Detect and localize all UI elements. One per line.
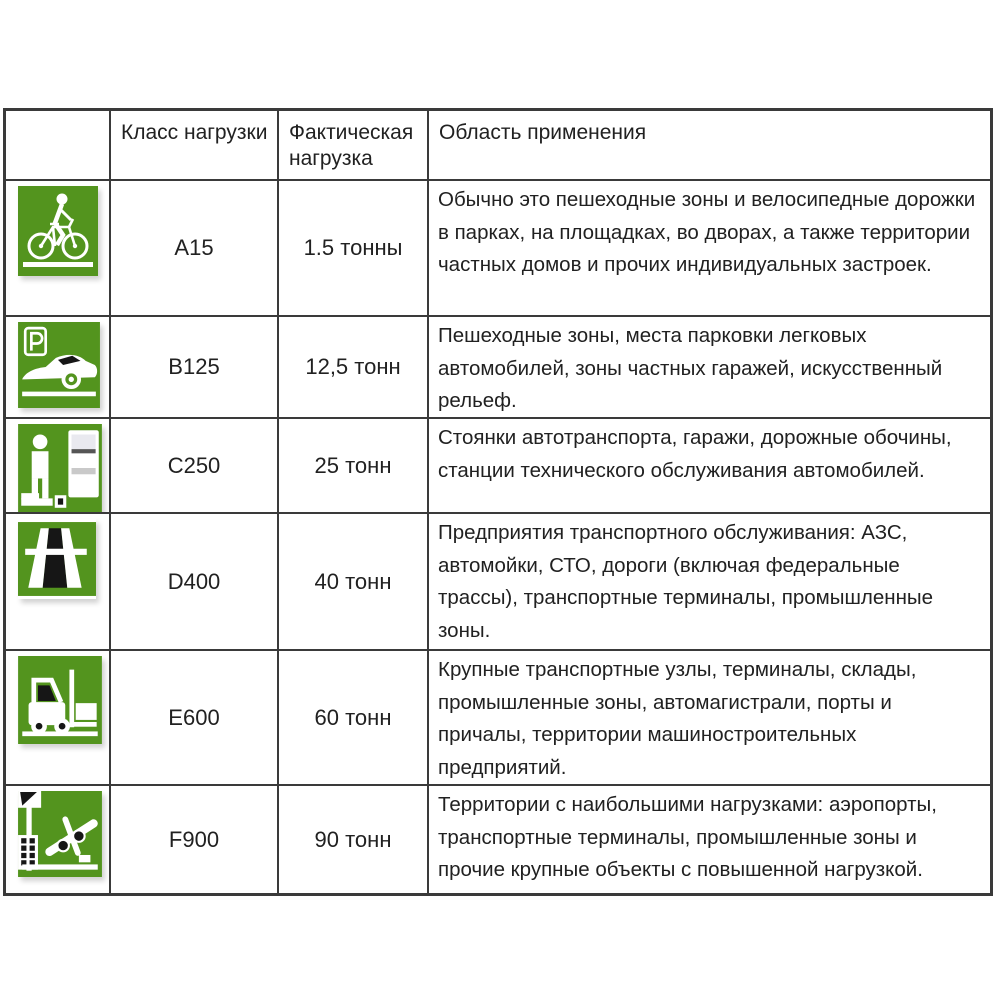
header-actual-load	[279, 111, 429, 179]
application-text: Территории с наибольшими нагрузками: аэропорты, транспортные терминалы, промышленные зоны и прочие крупные объекты с повышенной нагрузкой.	[438, 793, 937, 881]
parking-car-sign-icon	[18, 322, 100, 408]
actual-load-value: 1.5 тонны	[303, 235, 403, 260]
actual-load-value: 90 тонн	[314, 826, 392, 852]
application-cell	[429, 514, 990, 649]
table-row-d400	[6, 514, 990, 651]
header-icon-cell	[6, 111, 111, 179]
load-class-value: E600	[168, 704, 220, 730]
actual-load-value: 12,5 тонн	[305, 354, 401, 379]
load-class-value: C250	[167, 452, 221, 478]
actual-load-cell	[279, 317, 429, 417]
load-class-cell	[111, 181, 279, 315]
table-header-row	[6, 111, 990, 181]
actual-load-cell	[279, 514, 429, 649]
load-class-cell	[111, 514, 279, 649]
application-text: Обычно это пешеходные зоны и велосипедные дорожки в парках, на площадках, во дворах, а также территории частных домов и прочих индивидуальных застроек.	[438, 188, 976, 276]
actual-load-cell	[279, 786, 429, 893]
table-row-f900	[6, 786, 990, 893]
forklift-sign-icon	[18, 656, 102, 744]
load-class-value: A15	[174, 235, 214, 260]
icon-cell	[6, 317, 111, 417]
load-class-cell	[111, 786, 279, 893]
icon-cell	[6, 181, 111, 315]
load-class-cell	[111, 317, 279, 417]
application-cell	[429, 317, 990, 417]
header-load-class-label: Класс нагрузки	[121, 121, 268, 144]
airport-sign-icon	[18, 791, 102, 877]
table-row-b125	[6, 317, 990, 419]
application-cell	[429, 651, 990, 784]
load-class-table	[3, 108, 993, 896]
header-actual-load-label: Фактическая нагрузка	[289, 121, 414, 170]
icon-cell	[6, 651, 111, 784]
application-text: Крупные транспортные узлы, терминалы, склады, промышленные зоны, автомагистрали, порты и причалы, территории машиностроительных предприятий.	[438, 658, 917, 779]
pedestrian-truck-sign-icon	[18, 424, 102, 512]
table-row-a15	[6, 181, 990, 317]
load-class-value: B125	[168, 354, 220, 379]
icon-cell	[6, 419, 111, 512]
bicycle-sign-icon	[18, 186, 98, 276]
actual-load-value: 60 тонн	[314, 704, 392, 730]
application-text: Стоянки автотранспорта, гаражи, дорожные обочины, станции технического обслуживания автомобилей.	[438, 426, 952, 482]
load-class-cell	[111, 419, 279, 512]
actual-load-cell	[279, 181, 429, 315]
actual-load-value: 25 тонн	[314, 452, 392, 478]
header-load-class	[111, 111, 279, 179]
header-application	[429, 111, 990, 179]
load-class-value: D400	[167, 568, 221, 594]
table-row-e600	[6, 651, 990, 786]
icon-cell	[6, 786, 111, 893]
load-class-value: F900	[168, 826, 220, 852]
motorway-sign-icon	[18, 519, 96, 599]
table-row-c250	[6, 419, 990, 514]
actual-load-value: 40 тонн	[314, 568, 392, 594]
application-text: Предприятия транспортного обслуживания: АЗС, автомойки, СТО, дороги (включая федеральные трассы), транспортные терминалы, промышленные зоны.	[438, 521, 934, 642]
actual-load-cell	[279, 651, 429, 784]
application-cell	[429, 181, 990, 315]
actual-load-cell	[279, 419, 429, 512]
application-cell	[429, 786, 990, 893]
icon-cell	[6, 514, 111, 649]
application-text: Пешеходные зоны, места парковки легковых автомобилей, зоны частных гаражей, искусственный рельеф.	[438, 324, 943, 412]
load-class-cell	[111, 651, 279, 784]
header-application-label: Область применения	[439, 121, 647, 144]
application-cell	[429, 419, 990, 512]
